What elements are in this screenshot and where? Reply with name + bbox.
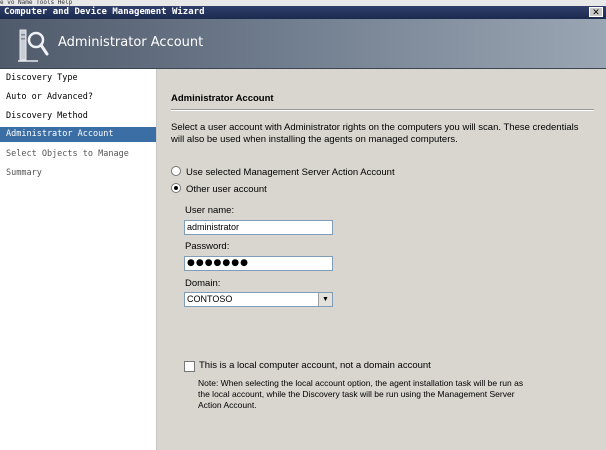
domain-select[interactable] [184, 292, 333, 307]
domain-label: Domain: [185, 278, 221, 289]
section-divider [171, 109, 594, 111]
wizard-banner [0, 19, 606, 69]
password-input[interactable]: ●●●●●●● [184, 256, 333, 271]
sidebar-item-auto-or-advanced[interactable]: Auto or Advanced? [6, 92, 93, 102]
window-title: Computer and Device Management Wizard [4, 7, 205, 17]
username-label: User name: [185, 205, 235, 216]
domain-selected-value: CONTOSO [187, 294, 233, 304]
username-input[interactable]: administrator [184, 220, 333, 235]
sidebar-item-summary: Summary [6, 168, 42, 178]
password-label: Password: [185, 241, 230, 252]
radio-other-user-label: Other user account [186, 184, 267, 195]
chevron-down-icon[interactable]: ▼ [318, 293, 332, 306]
radio-action-account-label: Use selected Management Server Action Account [186, 167, 395, 178]
sidebar-item-discovery-method[interactable]: Discovery Method [6, 111, 88, 121]
local-account-checkbox[interactable] [184, 361, 195, 372]
radio-unchecked-icon[interactable] [171, 166, 181, 176]
close-icon: ✕ [592, 8, 600, 18]
local-account-note: Note: When selecting the local account option, the agent installation task will be run as the local account, while the Discovery task will be run using the Management Server Action Account. [198, 378, 524, 410]
sidebar-item-administrator-account[interactable]: Administrator Account [0, 127, 156, 142]
radio-action-account[interactable] [171, 166, 395, 178]
close-button[interactable] [589, 7, 603, 17]
title-bar [0, 6, 606, 19]
banner-title: Administrator Account [58, 35, 204, 50]
discovery-wizard-icon [16, 24, 50, 64]
page-description: Select a user account with Administrator rights on the computers you will scan. These credentials will also be used when installing the agents on managed computers. [171, 122, 579, 145]
sidebar-item-select-objects: Select Objects to Manage [6, 149, 129, 159]
wizard-content-panel [157, 69, 606, 450]
menu-strip: e vo Name Tools Help [0, 0, 606, 6]
wizard-steps-sidebar [0, 69, 157, 450]
sidebar-item-discovery-type[interactable]: Discovery Type [6, 73, 78, 83]
radio-other-user-account[interactable] [171, 183, 267, 195]
radio-checked-icon[interactable] [171, 183, 181, 193]
section-title: Administrator Account [171, 93, 274, 104]
local-account-checkbox-label[interactable]: This is a local computer account, not a domain account [199, 360, 431, 371]
